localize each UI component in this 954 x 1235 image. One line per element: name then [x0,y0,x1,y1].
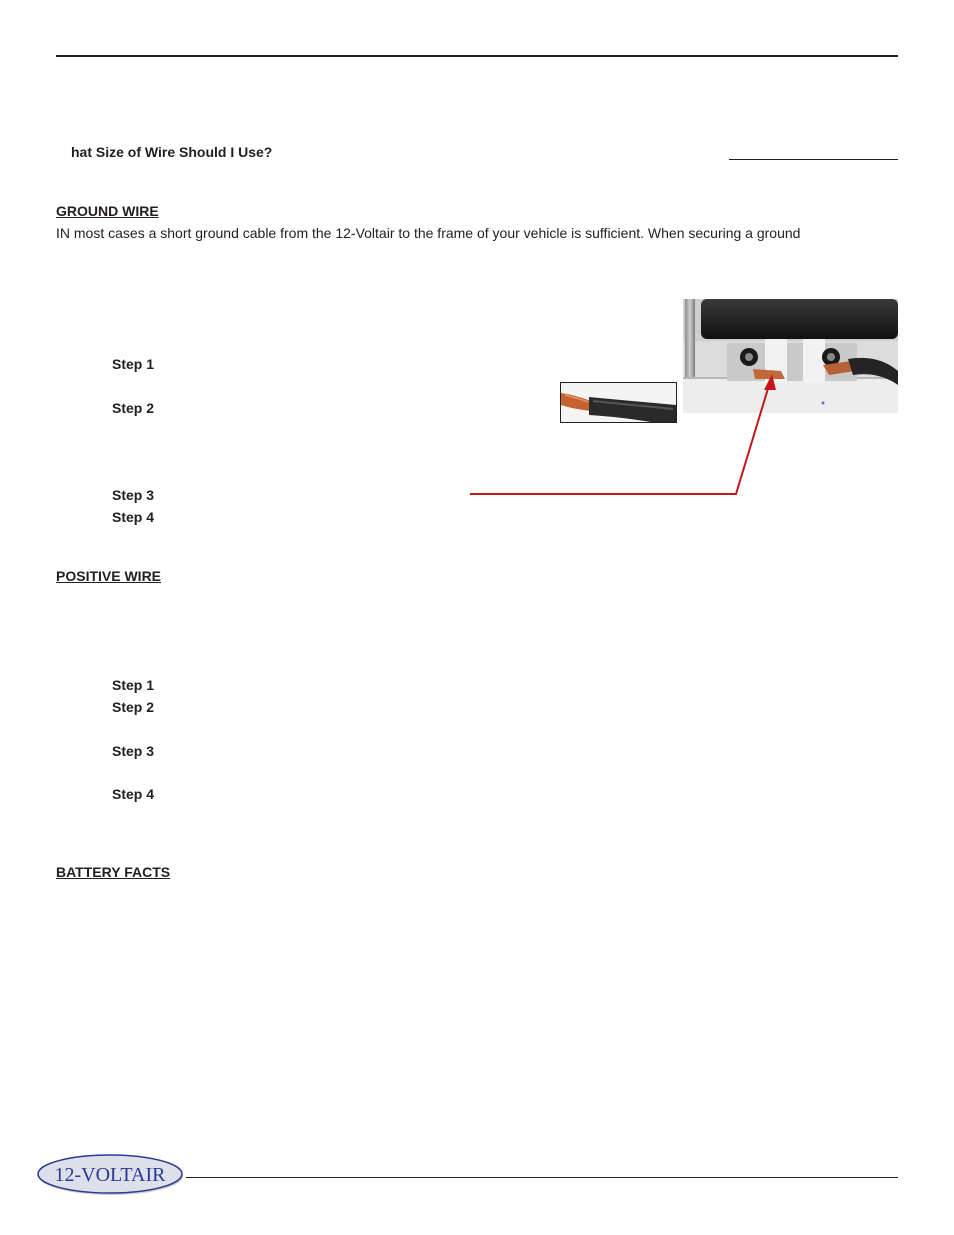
positive-step-1: Step 1 [112,677,155,693]
ground-step-3: Step 3 [112,487,155,503]
positive-step-2: Step 2 [112,699,155,715]
ground-step-2: Step 2 [112,400,155,416]
ground-wire-heading: GROUND WIRE [56,203,159,219]
footer-rule [186,1177,898,1178]
ground-step-4: Step 4 [112,509,155,525]
voltair-logo-text: 12-VOLTAIR [54,1164,166,1186]
header-rule [56,55,898,57]
callout-arrow [460,370,790,505]
ground-step-1: Step 1 [112,356,155,372]
positive-wire-heading: POSITIVE WIRE [56,568,162,584]
wire-size-question: hat Size of Wire Should I Use? [71,144,273,160]
ground-wire-paragraph: IN most cases a short ground cable from the 12-Voltair to the frame of your vehicle is sufficient. When securing a ground [56,225,801,241]
voltair-logo [36,1150,186,1198]
battery-facts-heading: BATTERY FACTS [56,864,171,880]
positive-step-3: Step 3 [112,743,155,759]
question-underline [729,159,898,160]
positive-step-4: Step 4 [112,786,155,802]
